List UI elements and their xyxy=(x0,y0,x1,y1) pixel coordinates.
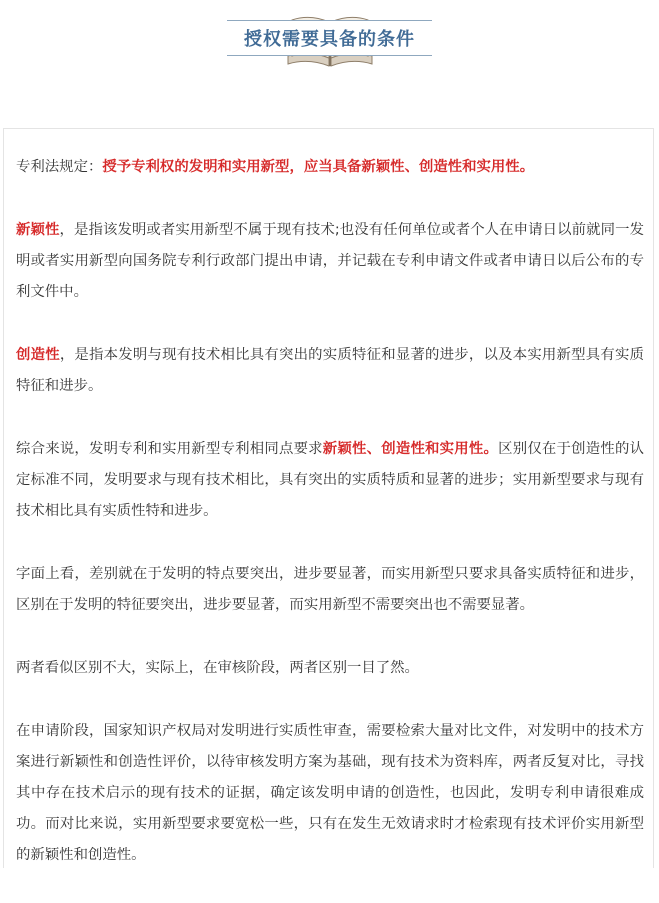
article-body xyxy=(16,152,644,903)
highlight-text: 授予专利权的发明和实用新型，应当具备新颖性、创造性和实用性。 xyxy=(102,159,535,175)
paragraph-literal xyxy=(16,559,644,621)
paragraph-text: ，是指本发明与现有技术相比具有突出的实质特征和显著的进步，以及本实用新型具有实质特征和进步。 xyxy=(16,347,644,394)
highlight-text: 创造性 xyxy=(16,347,60,363)
paragraph-novelty xyxy=(16,215,644,308)
paragraph-difference xyxy=(16,653,644,684)
paragraph-text: 专利法规定： xyxy=(16,159,103,175)
paragraph-text: 字面上看，差别就在于发明的特点要突出，进步要显著，而实用新型只要求具备实质特征和进步，区别在于发明的特征要突出，进步要显著，而实用新型不需要突出也不需要显著。 xyxy=(16,566,644,613)
paragraph-text: ，是指该发明或者实用新型不属于现有技术;也没有任何单位或者个人在申请日以前就同一发明或者实用新型向国务院专利行政部门提出申请，并记载在专利申请文件或者申请日以后公布的专利文件中。 xyxy=(16,222,644,300)
paragraph-text: 在申请阶段，国家知识产权局对发明进行实质性审查，需要检索大量对比文件，对发明中的技术方案进行新颖性和创造性评价，以待审核发明方案为基础，现有技术为资料库，两者反复对比，寻找其中存在技术启示的现有技术的证据，确定该发明申请的创造性，也因此，发明专利申请很难成功。而对比来说，实用新型要求要宽松一些，只有在发生无效请求时才检索现有技术评价实用新型的新颖性和创造性。 xyxy=(16,723,644,863)
paragraph-creativity xyxy=(16,340,644,402)
paragraph-summary xyxy=(16,434,644,527)
section-title: 授权需要具备的条件 xyxy=(244,29,415,50)
paragraph-application xyxy=(16,716,644,871)
highlight-text: 新颖性 xyxy=(16,222,60,238)
section-header xyxy=(0,0,659,100)
paragraph-text: 两者看似区别不大，实际上，在审核阶段，两者区别一目了然。 xyxy=(16,660,419,676)
paragraph-patent-law xyxy=(16,152,644,183)
paragraph-text: 区别仅在于创造性的认定标准不同，发明要求与现有技术相比，具有突出的实质特质和显著的进步；实用新型要求与现有技术相比具有实质性特和进步。 xyxy=(16,441,644,519)
paragraph-text: 综合来说，发明专利和实用新型专利相同点要求 xyxy=(16,441,323,457)
section-title-box xyxy=(227,20,432,56)
highlight-text: 新颖性、创造性和实用性。 xyxy=(322,441,499,457)
